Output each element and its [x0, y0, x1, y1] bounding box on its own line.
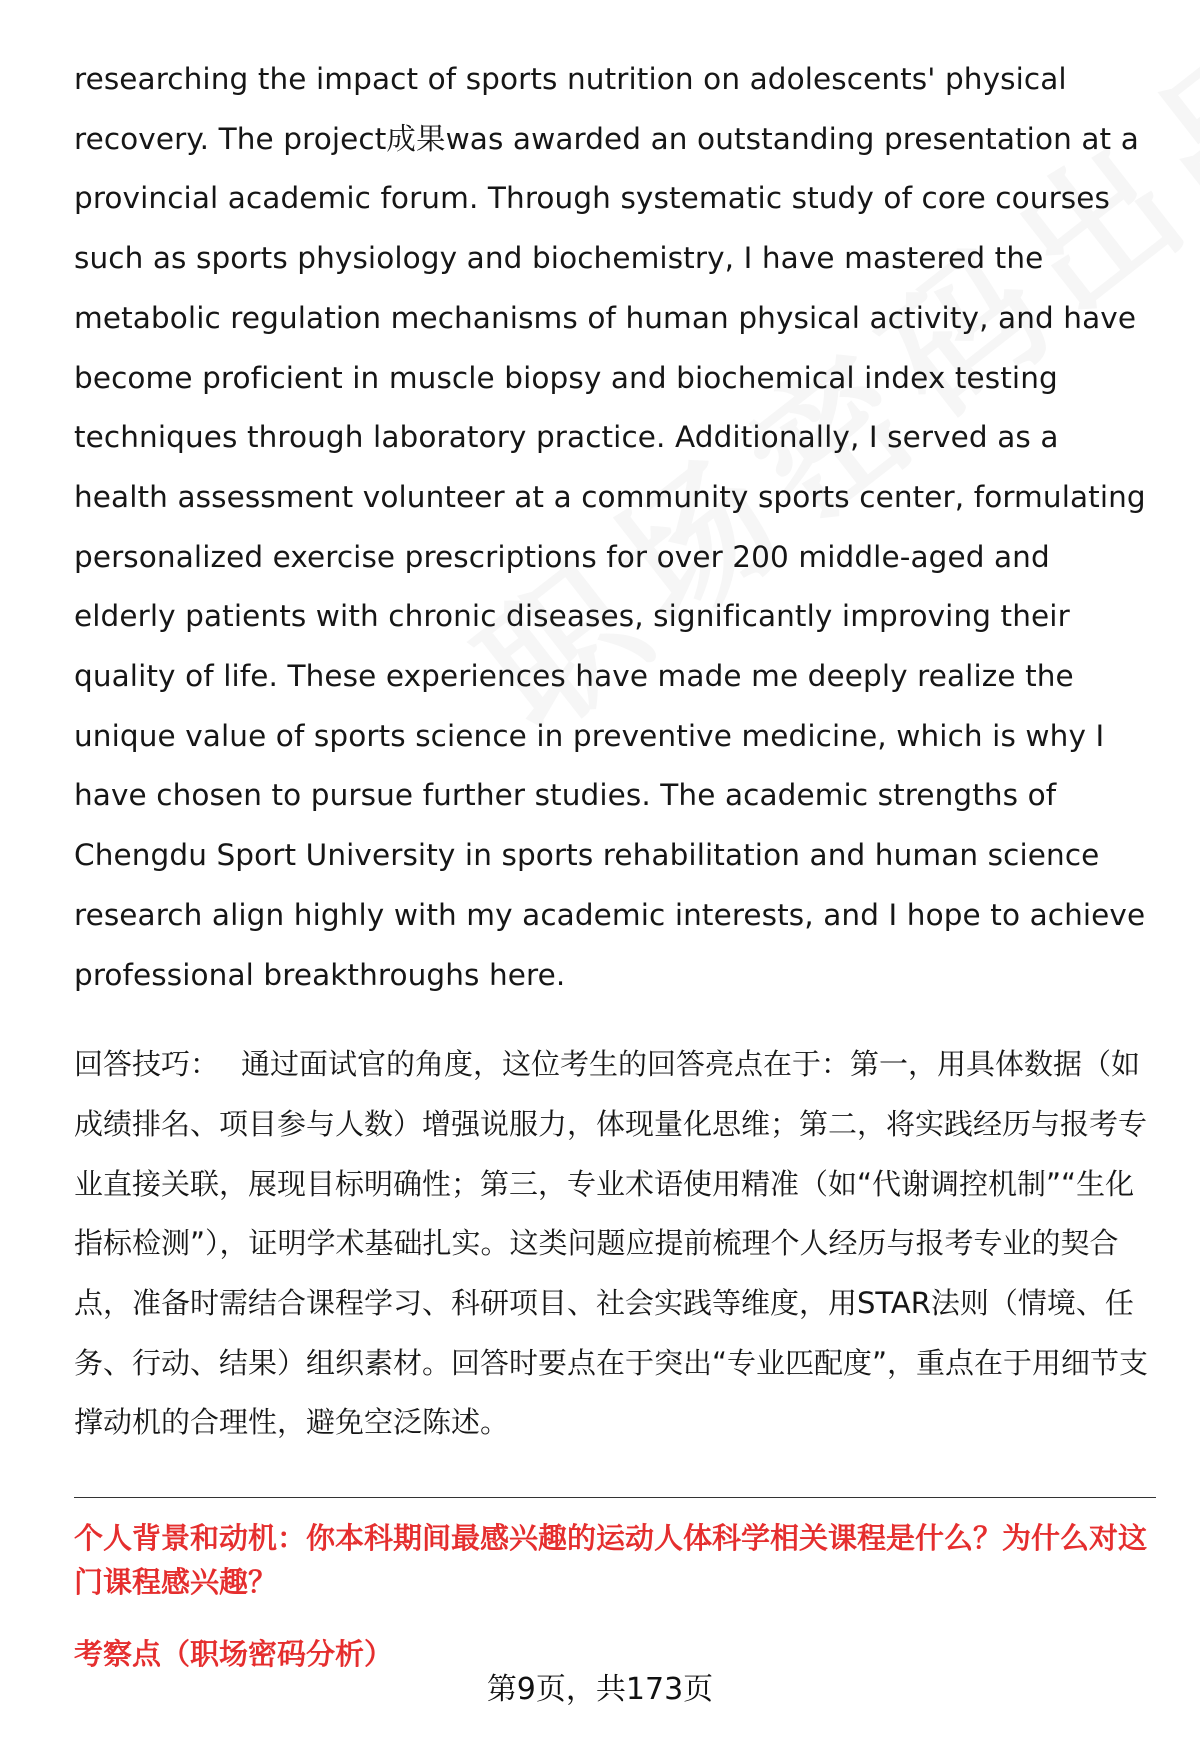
- question-heading: 个人背景和动机：你本科期间最感兴趣的运动人体科学相关课程是什么？为什么对这门课程感兴趣？: [74, 1521, 1148, 1600]
- answer-tips: [74, 1035, 1156, 1453]
- page-content: [74, 50, 1156, 1674]
- answer-tips-text: 通过面试官的角度，这位考生的回答亮点在于：第一，用具体数据（如成绩排名、项目参与人数）增强说服力，体现量化思维；第二，将实践经历与报考专业直接关联，展现目标明确性；第三，专业术语使用精准（如“代谢调控机制”“生化指标检测”），证明学术基础扎实。这类问题应提前梳理个人经历与报考专业的契合点，准备时需结合课程学习、科研项目、社会实践等维度，用STAR法则（情境、任务、行动、结果）组织素材。回答时要点在于突出“专业匹配度”，重点在于用细节支撑动机的合理性，避免空泛陈述。: [74, 1047, 1149, 1440]
- body-paragraph: researching the impact of sports nutrition on adolescents' physical recovery. The project成果was awarded an outstanding presentation at a provincial academic forum. Through systematic study of core courses such as sports physiology and biochemistry, I have mastered the metabolic regulation mechanisms of human physical activity, and have become proficient in muscle biopsy and biochemical index testing techniques through laboratory practice. Additionally, I served as a health assessment volunteer at a community sports center, formulating personalized exercise prescriptions for over 200 middle-aged and elderly patients with chronic diseases, significantly improving their quality of life. These experiences have made me deeply realize the unique value of sports science in preventive medicine, which is why I have chosen to pursue further studies. The academic strengths of Chengdu Sport University in sports rehabilitation and human science research align highly with my academic interests, and I hope to achieve professional breakthroughs here.: [74, 62, 1146, 992]
- answer-tips-label: 回答技巧：: [74, 1047, 220, 1082]
- page-number: 第9页，共173页: [486, 1672, 714, 1707]
- section-divider: [74, 1497, 1156, 1498]
- analysis-heading: 考察点（职场密码分析）: [74, 1637, 394, 1672]
